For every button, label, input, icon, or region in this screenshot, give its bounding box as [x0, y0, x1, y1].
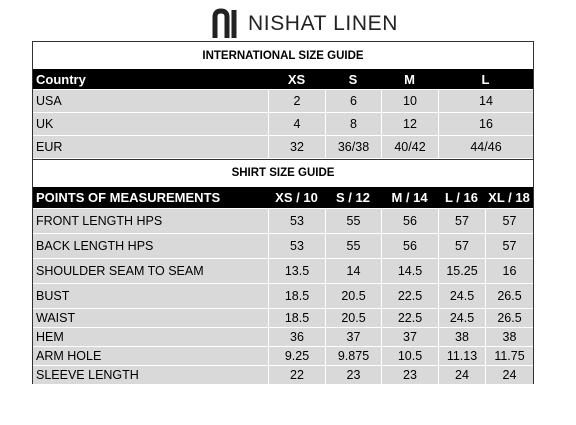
table-row: [33, 365, 533, 384]
table-cell: 24: [485, 366, 533, 384]
table-cell: 20.5: [325, 284, 381, 308]
table-row: [33, 233, 533, 258]
header-cell: S / 12: [325, 187, 381, 208]
table-cell: 2: [268, 90, 325, 112]
row-label: ARM HOLE: [33, 347, 268, 365]
shirt-header-row: [33, 187, 533, 208]
header-cell: Country: [33, 69, 268, 89]
table-cell: 53: [268, 209, 325, 233]
table-cell: 16: [438, 113, 533, 135]
table-cell: 10.5: [381, 347, 438, 365]
table-cell: 22.5: [381, 284, 438, 308]
size-guide-sheet: [32, 41, 534, 384]
table-cell: 56: [381, 209, 438, 233]
row-label: FRONT LENGTH HPS: [33, 209, 268, 233]
header-cell: S: [325, 69, 381, 89]
table-cell: 36/38: [325, 136, 381, 158]
row-label: USA: [33, 90, 268, 112]
table-row: [33, 135, 533, 158]
table-cell: 11.13: [438, 347, 485, 365]
table-cell: 9.25: [268, 347, 325, 365]
table-cell: 56: [381, 234, 438, 258]
table-cell: 38: [485, 328, 533, 346]
international-header-row: [33, 69, 533, 89]
table-cell: 20.5: [325, 309, 381, 327]
table-cell: 36: [268, 328, 325, 346]
table-cell: 6: [325, 90, 381, 112]
table-cell: 13.5: [268, 259, 325, 283]
table-cell: 55: [325, 234, 381, 258]
table-cell: 57: [485, 209, 533, 233]
table-cell: 14.5: [381, 259, 438, 283]
table-row: [33, 327, 533, 346]
header-cell: XS / 10: [268, 187, 325, 208]
row-label: HEM: [33, 328, 268, 346]
brand-name: NISHAT LINEN: [248, 12, 398, 35]
row-label: BACK LENGTH HPS: [33, 234, 268, 258]
table-cell: 37: [325, 328, 381, 346]
row-label: EUR: [33, 136, 268, 158]
table-cell: 57: [438, 209, 485, 233]
shirt-title: SHIRT SIZE GUIDE: [231, 167, 335, 179]
header-cell: XL / 18: [485, 187, 533, 208]
table-cell: 44/46: [438, 136, 533, 158]
table-cell: 10: [381, 90, 438, 112]
row-label: SHOULDER SEAM TO SEAM: [33, 259, 268, 283]
table-cell: 22: [268, 366, 325, 384]
table-row: [33, 89, 533, 112]
table-row: [33, 112, 533, 135]
table-row: [33, 258, 533, 283]
nl-logo-icon: [212, 8, 242, 40]
table-cell: 57: [438, 234, 485, 258]
table-cell: 24.5: [438, 309, 485, 327]
row-label: BUST: [33, 284, 268, 308]
table-cell: 9.875: [325, 347, 381, 365]
table-cell: 16: [485, 259, 533, 283]
table-cell: 23: [381, 366, 438, 384]
table-cell: 14: [438, 90, 533, 112]
table-cell: 11.75: [485, 347, 533, 365]
header-cell: M: [381, 69, 438, 89]
table-row: [33, 308, 533, 327]
table-cell: 24: [438, 366, 485, 384]
table-cell: 24.5: [438, 284, 485, 308]
table-cell: 26.5: [485, 309, 533, 327]
table-cell: 18.5: [268, 309, 325, 327]
table-cell: 22.5: [381, 309, 438, 327]
table-cell: 15.25: [438, 259, 485, 283]
header-cell: POINTS OF MEASUREMENTS: [33, 187, 268, 208]
table-cell: 57: [485, 234, 533, 258]
table-row: [33, 346, 533, 365]
table-row: [33, 283, 533, 308]
header-cell: XS: [268, 69, 325, 89]
row-label: SLEEVE LENGTH: [33, 366, 268, 384]
table-cell: 14: [325, 259, 381, 283]
table-row: [33, 208, 533, 233]
header-cell: L: [438, 69, 533, 89]
table-cell: 55: [325, 209, 381, 233]
table-cell: 53: [268, 234, 325, 258]
table-cell: 8: [325, 113, 381, 135]
table-cell: 18.5: [268, 284, 325, 308]
brand-logo: [212, 8, 402, 40]
table-cell: 37: [381, 328, 438, 346]
table-cell: 38: [438, 328, 485, 346]
row-label: WAIST: [33, 309, 268, 327]
table-cell: 12: [381, 113, 438, 135]
table-cell: 4: [268, 113, 325, 135]
header-cell: L / 16: [438, 187, 485, 208]
table-cell: 23: [325, 366, 381, 384]
table-cell: 40/42: [381, 136, 438, 158]
international-title: INTERNATIONAL SIZE GUIDE: [202, 50, 364, 62]
row-label: UK: [33, 113, 268, 135]
section-divider: [33, 159, 533, 160]
table-cell: 32: [268, 136, 325, 158]
header-cell: M / 14: [381, 187, 438, 208]
table-cell: 26.5: [485, 284, 533, 308]
